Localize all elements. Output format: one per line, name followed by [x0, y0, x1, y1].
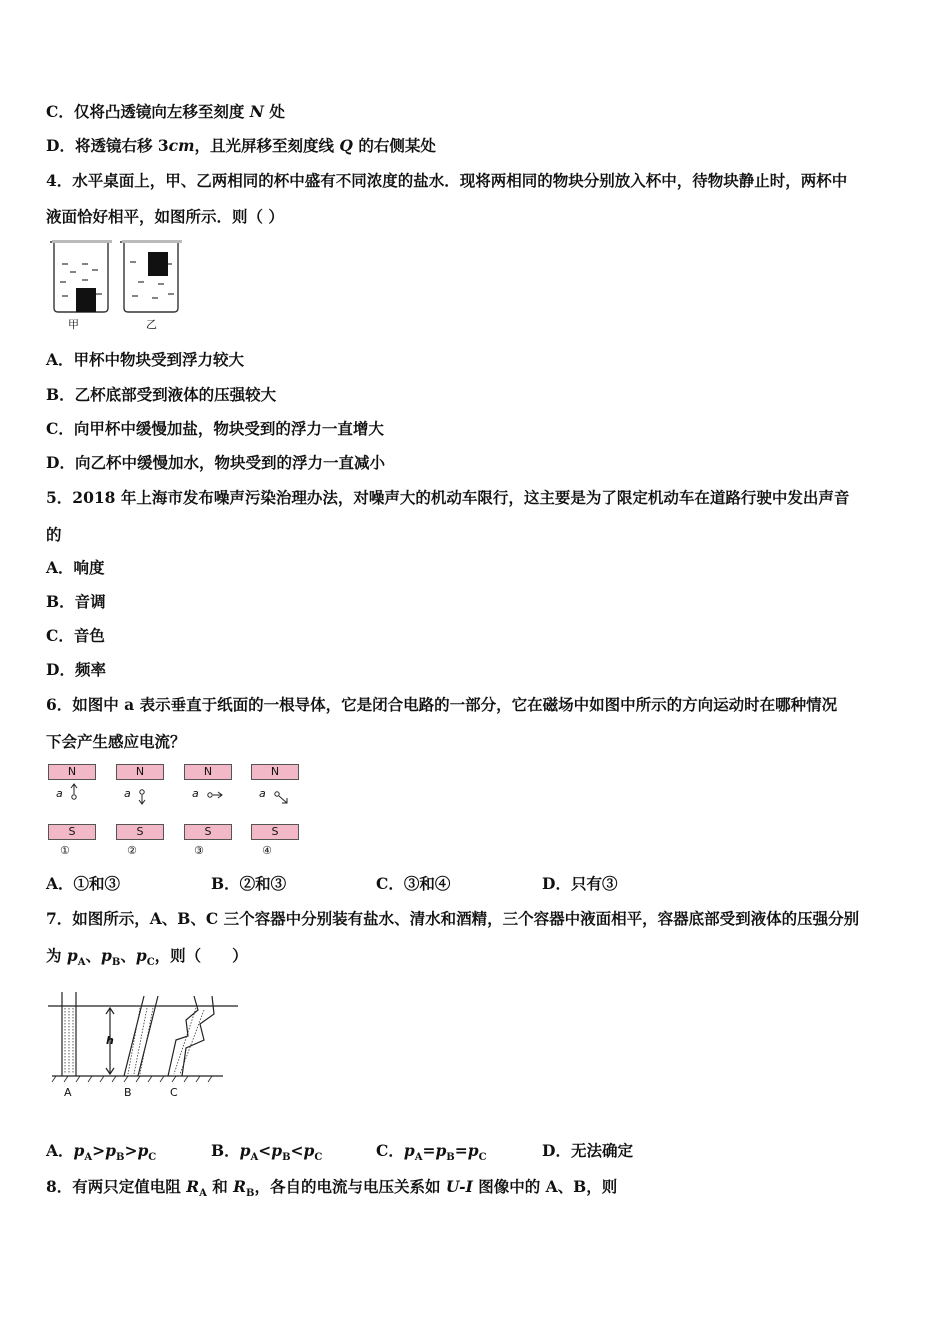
h-label: h [106, 1034, 114, 1047]
arrow-diagonal-icon [279, 796, 287, 803]
q7-option-b: B．$p_A<p_B<p_C$ [211, 1141, 323, 1164]
q5-stem-line2: 的 [46, 525, 62, 544]
conductor-label-3: a [192, 787, 199, 800]
q4-option-b: B．乙杯底部受到液体的压强较大 [46, 385, 277, 404]
q6-option-c: C．③和④ [376, 874, 451, 893]
magnet-s-3: S [184, 824, 232, 840]
q5-option-d: D．频率 [46, 660, 106, 679]
q7-containers-figure [48, 990, 248, 1100]
conductor-label-4: a [259, 787, 266, 800]
magnet-n-1: N [48, 764, 96, 780]
q7-option-c: C．$p_A=p_B=p_C$ [376, 1141, 487, 1164]
magnet-s-4: S [251, 824, 299, 840]
magnet-n-3: N [184, 764, 232, 780]
container-label-b: B [124, 1086, 132, 1099]
q3-option-c: C．仅将凸透镜向左移至刻度 N 处 [46, 102, 285, 121]
q7-option-d: D．无法确定 [542, 1141, 633, 1160]
conductor-label-2: a [124, 787, 131, 800]
q6-option-b: B．②和③ [211, 874, 287, 893]
conductor-dot-2 [140, 790, 144, 794]
yi-block [148, 252, 168, 276]
magnet-s-2: S [116, 824, 164, 840]
magnet-s-1: S [48, 824, 96, 840]
q6-option-d: D．只有③ [542, 874, 618, 893]
q3-option-d: D．将透镜右移 3cm，且光屏移至刻度线 Q 的右侧某处 [46, 136, 436, 155]
q6-stem-line1: 6．如图中 a 表示垂直于纸面的一根导体，它是闭合电路的一部分，它在磁场中如图中所示的方向运动时在哪种情况 [46, 695, 838, 714]
q5-option-a: A．响度 [46, 558, 105, 577]
jia-block [76, 288, 96, 312]
conductor-label-1: a [56, 787, 63, 800]
q5-option-b: B．音调 [46, 592, 106, 611]
q5-stem-line1: 5．2018 年上海市发布噪声污染治理办法，对噪声大的机动车限行，这主要是为了限定机动车在道路行驶中发出声音 [46, 488, 850, 507]
ground-hatch [52, 1076, 212, 1082]
q4-option-a: A．甲杯中物块受到浮力较大 [46, 350, 245, 369]
magnet-n-2: N [116, 764, 164, 780]
q7-stem-line2: 为 $p_A$、$p_B$、$p_C$，则（ ） [46, 946, 248, 969]
q6-stem-line2: 下会产生感应电流？ [46, 732, 186, 751]
q5-option-c: C．音色 [46, 626, 105, 645]
magnet-n-4: N [251, 764, 299, 780]
q6-option-a: A．①和③ [46, 874, 121, 893]
q6-motion-arrows [48, 780, 308, 810]
q7-stem-line1: 7．如图所示，A、B、C 三个容器中分别装有盐水、清水和酒精，三个容器中液面相平，容器底部受到液体的压强分别 [46, 909, 860, 928]
q4-stem-line2: 液面恰好相平，如图所示．则（ ） [46, 207, 284, 226]
q4-stem-line1: 4．水平桌面上，甲、乙两相同的杯中盛有不同浓度的盐水．现将两相同的物块分别放入杯中，待物块静止时，两杯中 [46, 171, 848, 190]
q4-option-c: C．向甲杯中缓慢加盐，物块受到的浮力一直增大 [46, 419, 384, 438]
figure-label-3: ③ [194, 844, 204, 857]
conductor-dot-4 [275, 792, 279, 796]
conductor-dot-3 [208, 793, 212, 797]
figure-label-1: ① [60, 844, 70, 857]
container-label-a: A [64, 1086, 72, 1099]
conductor-dot-1 [72, 795, 76, 799]
label-jia: 甲 [68, 318, 79, 331]
figure-label-2: ② [127, 844, 137, 857]
container-c [168, 996, 214, 1076]
figure-label-4: ④ [262, 844, 272, 857]
label-yi: 乙 [146, 318, 157, 331]
container-label-c: C [170, 1086, 178, 1099]
q8-stem: 8．有两只定值电阻 $R_A$ 和 $R_B$，各自的电流与电压关系如 U-I 图像中的 A、B，则 [46, 1177, 618, 1200]
q4-option-d: D．向乙杯中缓慢加水，物块受到的浮力一直减小 [46, 453, 385, 472]
q7-option-a: A．$p_A>p_B>p_C$ [46, 1141, 157, 1164]
